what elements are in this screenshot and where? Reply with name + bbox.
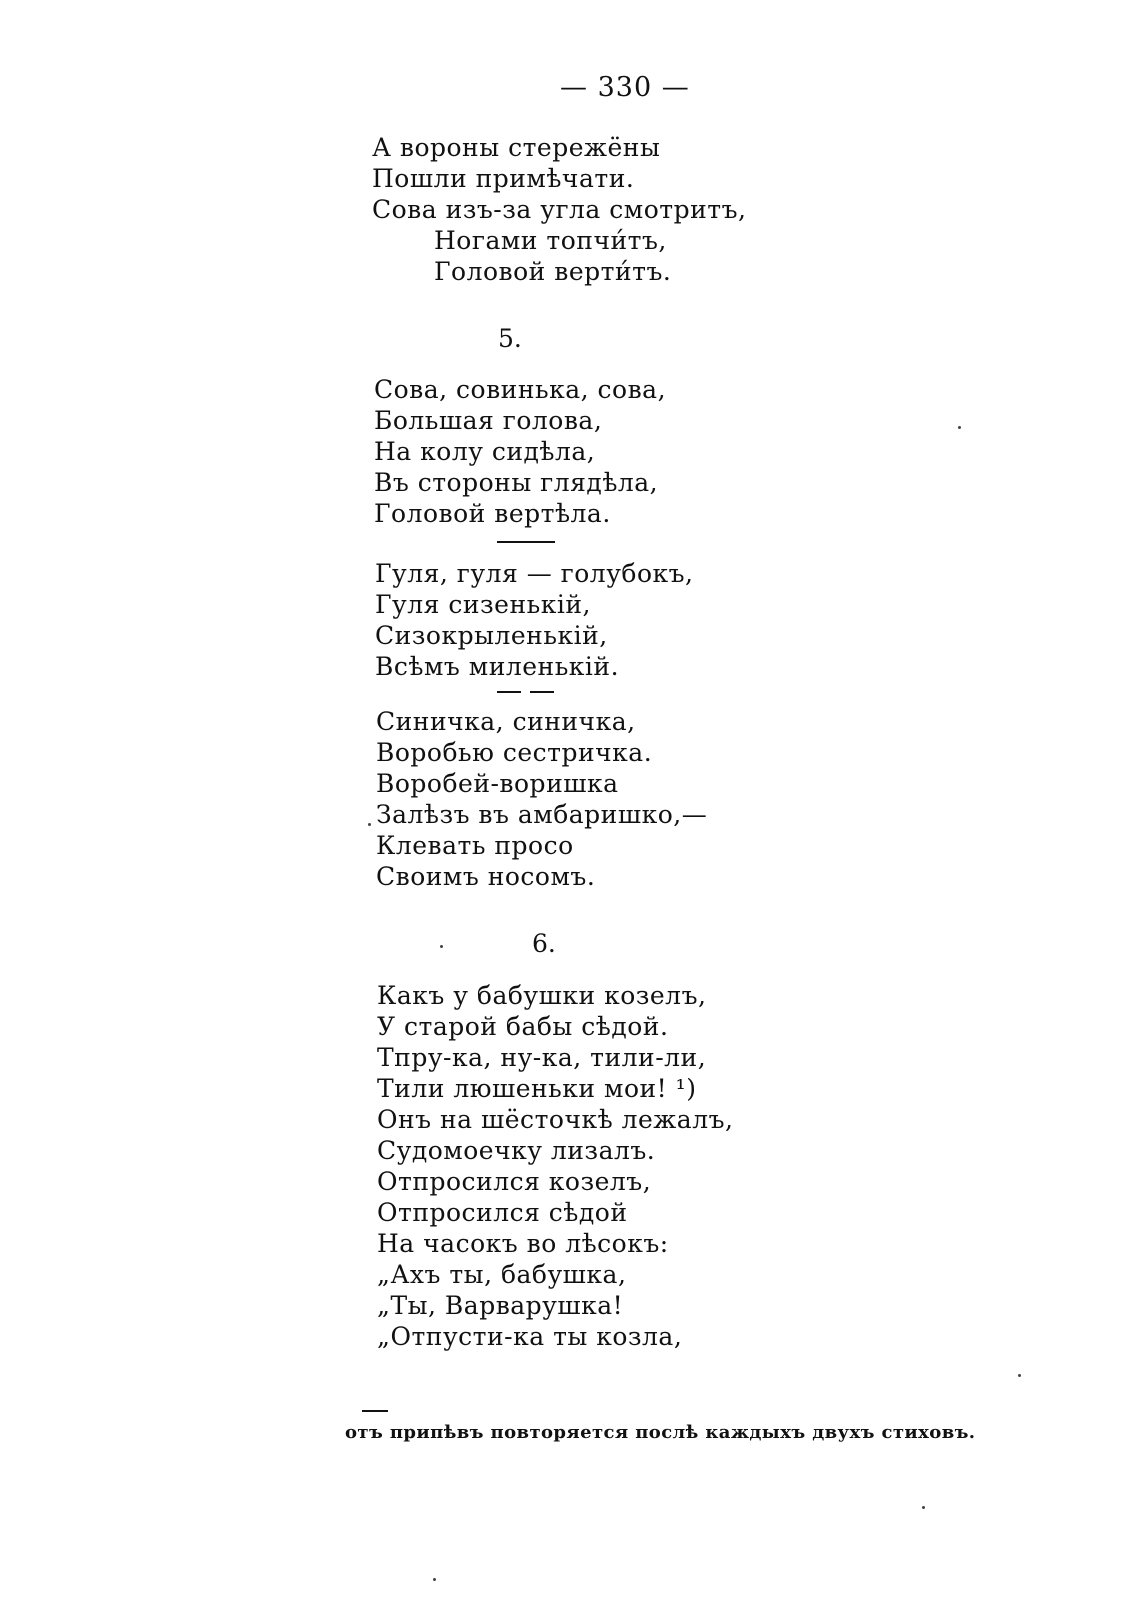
verse-line: На часокъ во лѣсокъ: (377, 1229, 669, 1258)
verse-line: Тили люшеньки мои! ¹) (377, 1074, 697, 1103)
section-number-6: 6. (532, 929, 556, 958)
verse-line: Гуля сизенькій, (375, 590, 591, 619)
scan-speck (368, 823, 371, 826)
verse-line: А вороны стережёны (372, 133, 661, 162)
scan-speck (1018, 1374, 1021, 1377)
verse-line: Гуля, гуля — голубокъ, (375, 559, 694, 588)
verse-line: Головой вертѣла. (374, 499, 611, 528)
verse-line: Синичка, синичка, (376, 707, 636, 736)
intro-stanza (372, 132, 746, 287)
poem-kozel (377, 980, 733, 1352)
verse-line: Сова, совинька, сова, (374, 375, 667, 404)
verse-line: Пошли примѣчати. (372, 164, 635, 193)
verse-line: Ногами топчи́тъ, (434, 226, 667, 255)
verse-line: У старой бабы сѣдой. (377, 1012, 669, 1041)
verse-line: Сова изъ-за угла смотритъ, (372, 195, 747, 224)
poem-divider (497, 541, 555, 543)
verse-line: На колу сидѣла, (374, 437, 596, 466)
verse-line: Судомоечку лизалъ. (377, 1136, 656, 1165)
footnote: отъ припѣвъ повторяется послѣ каждыхъ двухъ стиховъ. (345, 1422, 976, 1443)
verse-line: Своимъ носомъ. (376, 862, 596, 891)
verse-line: Клевать просо (376, 831, 574, 860)
verse-line: „Отпусти-ка ты козла, (377, 1322, 683, 1351)
verse-line: Воробью сестричка. (376, 738, 653, 767)
poem-gulya (375, 558, 693, 682)
verse-line: Головой верти́тъ. (434, 257, 672, 286)
verse-line: Отпросился козелъ, (377, 1167, 652, 1196)
verse-line: Воробей-воришка (376, 769, 619, 798)
footnote-rule (362, 1410, 388, 1412)
poem-divider (530, 691, 554, 693)
section-number-5: 5. (498, 324, 522, 353)
scan-speck (433, 1578, 436, 1581)
poem-divider (497, 691, 521, 693)
verse-line: „Ахъ ты, бабушка, (377, 1260, 627, 1289)
scan-speck (440, 945, 443, 948)
verse-line: „Ты, Варварушка! (377, 1291, 624, 1320)
verse-line: Отпросился сѣдой (377, 1198, 628, 1227)
verse-line: Сизокрыленькій, (375, 621, 608, 650)
verse-line: Въ стороны глядѣла, (374, 468, 659, 497)
scan-speck (958, 426, 961, 429)
poem-sova (374, 374, 666, 529)
scan-speck (922, 1506, 925, 1509)
page-number: — 330 — (560, 72, 690, 103)
verse-line: Какъ у бабушки козелъ, (377, 981, 707, 1010)
verse-line: Всѣмъ миленькій. (375, 652, 620, 681)
verse-line: Залѣзъ въ амбаришко,— (376, 800, 708, 829)
poem-sinichka (376, 706, 707, 892)
verse-line: Большая голова, (374, 406, 603, 435)
verse-line: Тпру-ка, ну-ка, тили-ли, (377, 1043, 707, 1072)
verse-line: Онъ на шёсточкѣ лежалъ, (377, 1105, 734, 1134)
